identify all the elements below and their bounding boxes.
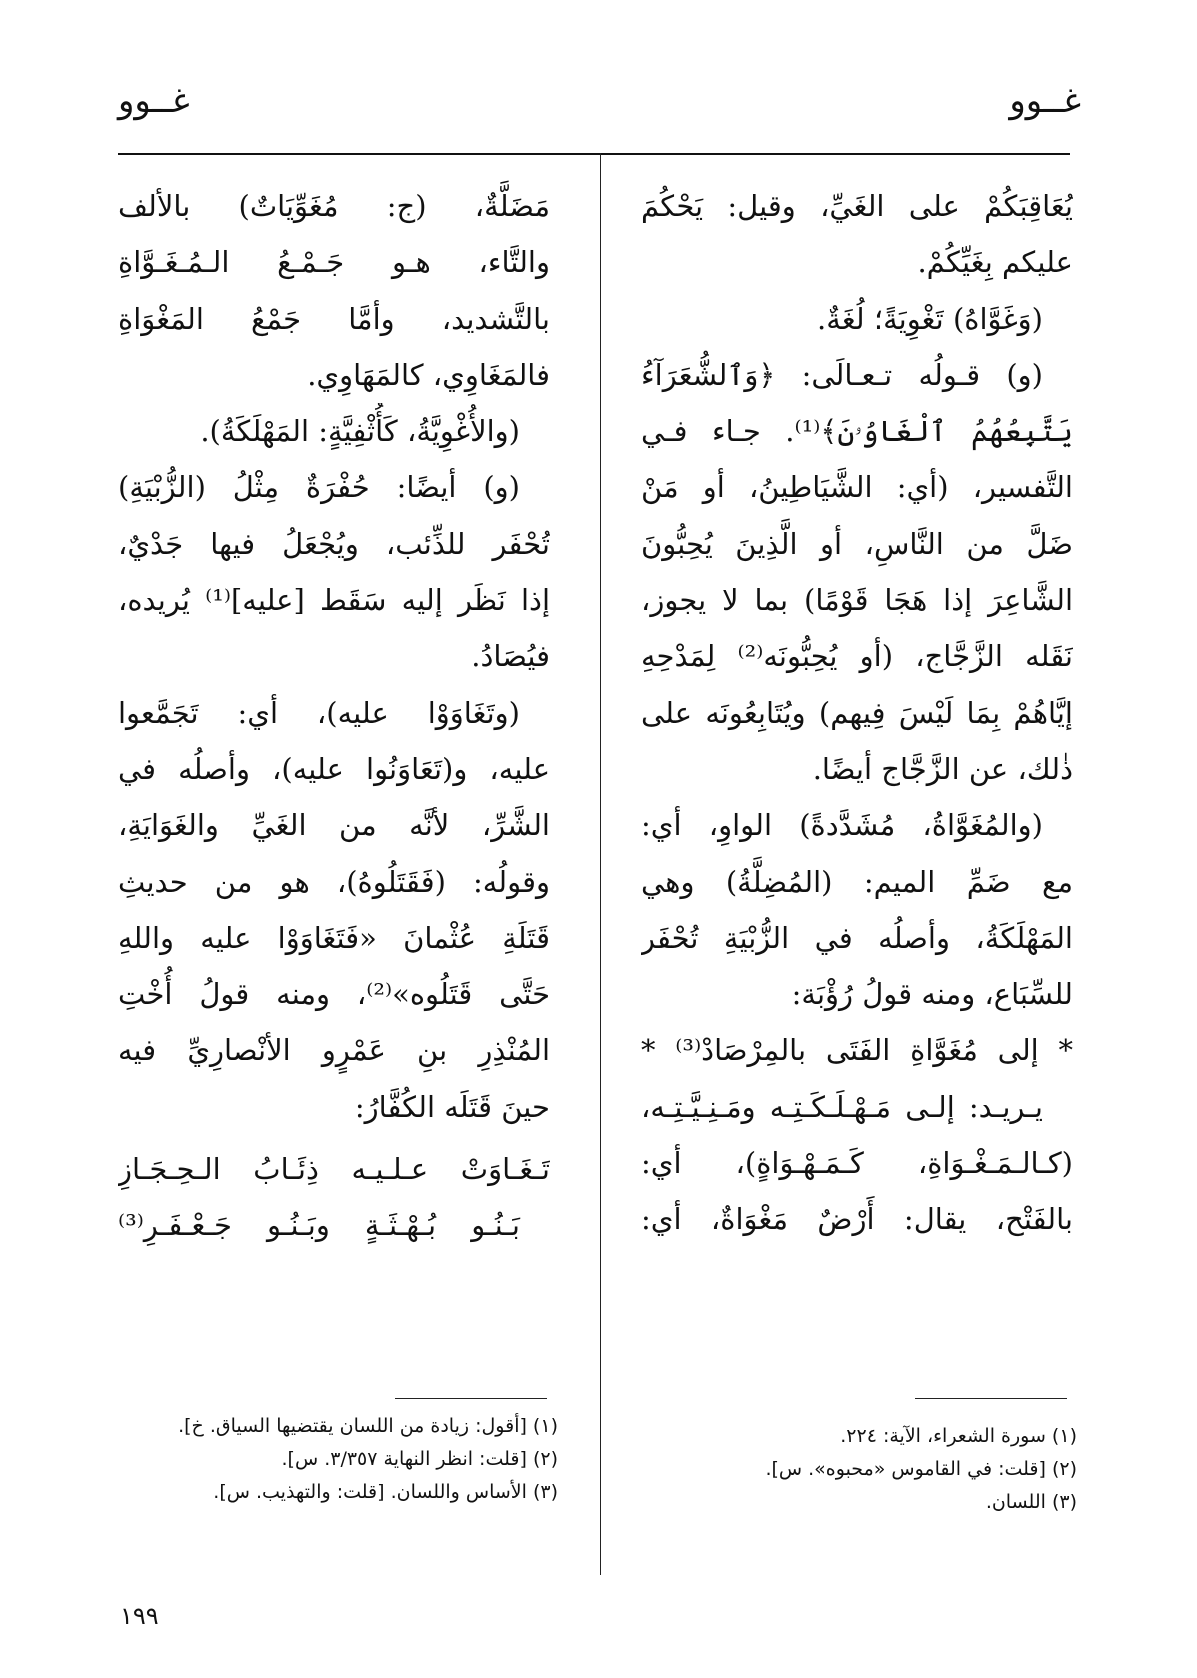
text-line: الشَّاعِرَ إذا هَجَا قَوْمًا) بما لا يجوز، — [641, 583, 1073, 618]
footnote-rule-left — [395, 1398, 547, 1399]
text-line: (وتَغَاوَوْا عليه)، أي: تَجَمَّعوا — [118, 695, 520, 730]
text-line: ذٰلك، عن الزَّجَّاج أيضًا. — [812, 751, 1073, 786]
text-line: (وَغَوَّاهُ) تَغْوِيَةً؛ لُغَةٌ. — [817, 301, 1043, 336]
text-line: مَضَلَّةٌ، (ج: مُغَوِّيَاتٌ) بالألف — [118, 189, 550, 223]
text-line: (والأُغْوِيَّةُ، كَأُثْفِيَّةٍ: المَهْلَكَةُ). — [200, 414, 520, 449]
text-line: (و) قـولُه تـعـالَى: ﴿وَٱلشُّعَرَآءُ — [641, 357, 1043, 392]
text-line: قَتَلَةِ عُثْمانَ «فَتَغَاوَوْا عليه واللهِ — [118, 920, 550, 955]
text-line: (كـالـمَـغْـوَاةِ، كَـمَـهْـوَاةٍ)، أي: — [641, 1146, 1073, 1181]
text-line: (والمُغَوَّاةُ، مُشَدَّدةً) الواوِ، أي: — [641, 808, 1043, 843]
footnote: (٢) [قلت: في القاموس «محبوه». س]. — [765, 1458, 1077, 1480]
text-line: والتَّاء، هـو جَـمْـعُ الـمُـغَـوَّاةِ — [118, 245, 550, 280]
header-rule — [118, 153, 1070, 155]
text-line: ضَلَّ من النَّاسِ، أو الَّذِينَ يُحِبُّونَ — [641, 526, 1073, 561]
footnote: (٢) [قلت: انظر النهاية ٣/٣٥٧. س]. — [281, 1448, 558, 1470]
footnote: (١) سورة الشعراء، الآية: ٢٢٤. — [840, 1425, 1077, 1447]
text-line: تُحْفَر للذِّئب، ويُجْعَلُ فيها جَدْيٌ، — [118, 526, 550, 561]
text-line: فيُصَادُ. — [471, 639, 550, 674]
text-line: التَّفسير، (أي: الشَّيَاطِينُ، أو مَنْ — [641, 470, 1073, 505]
text-line: عليه، و(تَعَاوَنُوا عليه)، وأصلُه في — [118, 751, 550, 786]
text-line: حَتَّى قَتَلُوه»⁽²⁾، ومنه قولُ أُخْتِ — [118, 977, 550, 1012]
right-column — [641, 178, 1073, 1248]
footnote: (٣) اللسان. — [985, 1491, 1077, 1513]
running-head-left: غــوو — [118, 81, 190, 121]
text-line: وقولُه: (فَقَتَلُوهُ)، هو من حديثِ — [118, 864, 550, 899]
text-line: الشَّرِّ، لأنَّه من الغَيِّ والغَوَايَةِ، — [118, 808, 550, 843]
footnote: (١) [أقول: زيادة من اللسان يقتضيها السياق. خ]. — [178, 1415, 558, 1437]
text-line: يُعَاقِبَكُمْ على الغَيِّ، وقيل: يَحْكُمَ — [641, 189, 1073, 223]
text-line: بالتَّشديد، وأمَّا جَمْعُ المَغْوَاةِ — [118, 301, 550, 336]
text-line: إذا نَظَر إليه سَقَط [عليه]⁽¹⁾ يُريده، — [118, 583, 550, 618]
text-line: يـريـد: إلـى مَـهْـلَـكَـتِـه ومَـنِـيَّـتِـه، — [641, 1089, 1043, 1124]
left-column — [118, 178, 550, 1254]
text-line: المُنْذِرِ بنِ عَمْرٍو الأنْصارِيِّ فيه — [118, 1033, 550, 1068]
page-number: ١٩٩ — [120, 1602, 159, 1630]
column-divider — [600, 153, 601, 1575]
text-line: يَتَّبِعُهُمُ ٱلْغَاوُۥنَ﴾⁽¹⁾. جـاء فـي — [641, 414, 1073, 449]
text-line: إيَّاهُمْ بِمَا لَيْسَ فِيهم) ويُتَابِعُونَه على — [641, 695, 1073, 730]
text-line: (و) أيضًا: حُفْرَةٌ مِثْلُ (الزُّبْيَةِ) — [118, 470, 520, 505]
text-line: نَقَله الزَّجَّاج، (أو يُحِبُّونَه⁽²⁾ لِمَدْحِهِ — [641, 639, 1073, 674]
text-line: للسِّبَاع، ومنه قولُ رُؤْبَة: — [791, 977, 1073, 1012]
text-line: المَهْلَكَةُ، وأصلُه في الزُّبْيَةِ تُحْفَر — [641, 920, 1073, 955]
text-line: فالمَغَاوِي، كالمَهَاوِي. — [307, 357, 550, 392]
footnote: (٣) الأساس واللسان. [قلت: والتهذيب. س]. — [213, 1481, 558, 1503]
running-head-right: غــوو — [1009, 81, 1081, 121]
verse-line: * إلى مُغَوَّاةِ الفَتَى بالمِرْصَادْ⁽³⁾ * — [641, 1033, 1073, 1068]
text-line: عليكم بِغَيِّكُمْ. — [917, 245, 1073, 280]
text-line: حينَ قَتَلَه الكُفَّارُ: — [354, 1089, 550, 1124]
verse-line: تَـغَـاوَتْ عـلـيـه ذِئَـابُ الـحِـجَـازِ — [118, 1152, 550, 1187]
footnotes-left — [118, 1410, 558, 1509]
footnotes-right — [637, 1420, 1077, 1519]
footnote-rule-right — [915, 1398, 1067, 1399]
verse-line: بَـنُـو بُـهْـثَـةٍ وبَـنُـو جَـعْـفَـرِ⁽³⁾ — [118, 1208, 520, 1243]
text-line: مع ضَمِّ الميم: (المُضِلَّةُ) وهي — [641, 864, 1073, 899]
text-line: بالفَتْح، يقال: أَرْضٌ مَغْوَاةٌ، أي: — [641, 1202, 1073, 1237]
